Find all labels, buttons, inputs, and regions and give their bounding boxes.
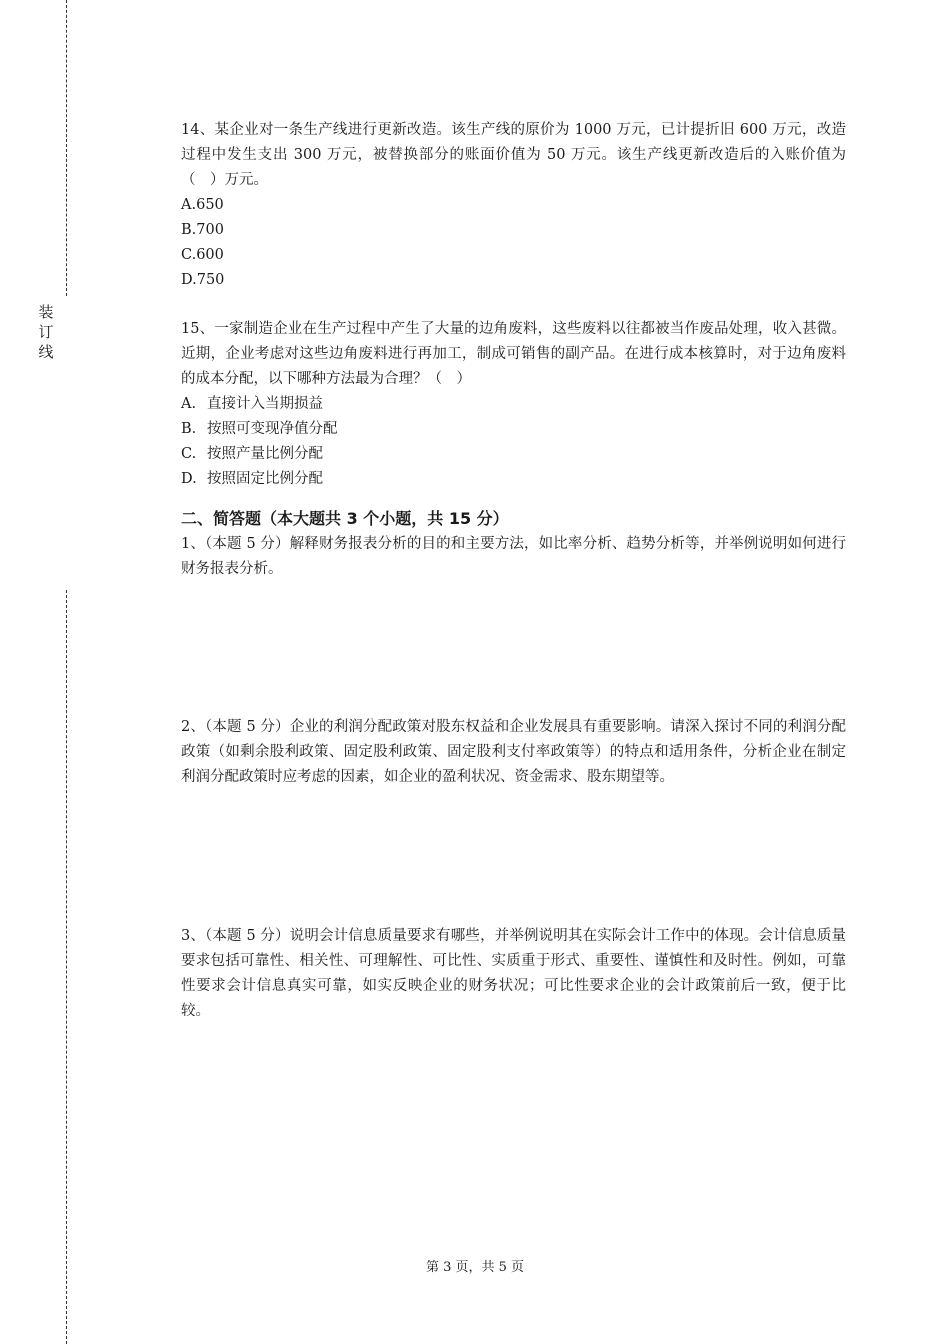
option-text: 直接计入当期损益 (207, 396, 323, 412)
answer-space (181, 582, 846, 715)
option-letter: A. (181, 197, 197, 213)
option-b (181, 218, 846, 243)
short-answer-question-2: 2、（本题 5 分）企业的利润分配政策对股东权益和企业发展具有重要影响。请深入探讨不同的利润分配政策（如剩余股利政策、固定股利政策、固定股利支付率政策等）的特点和适用条件，分析企业在制定利润分配政策时应考虑的因素，如企业的盈利状况、资金需求、股东期望等。 (181, 719, 846, 785)
option-letter: D. (181, 272, 197, 288)
option-text: 650 (196, 197, 224, 213)
binding-char: 装 (38, 303, 54, 321)
question-14 (181, 118, 846, 293)
option-d (181, 268, 846, 293)
option-list (181, 193, 846, 293)
short-answer-question-3: 3、（本题 5 分）说明会计信息质量要求有哪些，并举例说明其在实际会计工作中的体现。会计信息质量要求包括可靠性、相关性、可理解性、可比性、实质重于形式、重要性、谨慎性和及时性。例如，可靠性要求会计信息真实可靠，如实反映企业的财务状况；可比性要求企业的会计政策前后一致，便于比较。 (181, 928, 846, 1019)
option-a (181, 193, 846, 218)
option-letter: A. (181, 396, 197, 412)
option-letter: B. (181, 421, 197, 437)
question-15 (181, 317, 846, 492)
option-letter: D. (181, 471, 197, 487)
option-text: 按照产量比例分配 (207, 446, 323, 462)
question-stem: 14、某企业对一条生产线进行更新改造。该生产线的原价为 1000 万元，已计提折旧 600 万元，改造过程中发生支出 300 万元，被替换部分的账面价值为 50 万元。该生产线更新改造后的入账价值为（ ）万元。 (181, 122, 846, 188)
question-stem: 15、一家制造企业在生产过程中产生了大量的边角废料，这些废料以往都被当作废品处理，收入甚微。近期，企业考虑对这些边角废料进行再加工，制成可销售的副产品。在进行成本核算时，对于边角废料的成本分配，以下哪种方法最为合理？（ ） (181, 321, 846, 387)
option-b (181, 417, 846, 442)
answer-space (181, 790, 846, 924)
option-letter: C. (181, 247, 197, 263)
short-answer-question-1: 1、（本题 5 分）解释财务报表分析的目的和主要方法，如比率分析、趋势分析等，并举例说明如何进行财务报表分析。 (181, 536, 846, 577)
binding-dashed-line-bottom (66, 590, 67, 1344)
exam-content (181, 118, 846, 1024)
binding-char: 订 (38, 323, 54, 341)
option-text: 750 (196, 272, 225, 288)
spacer (181, 293, 846, 317)
option-text: 600 (196, 247, 224, 263)
section-title: 二、简答题（本大题共 3 个小题，共 15 分） (181, 509, 509, 528)
binding-dashed-line-top (66, 0, 67, 296)
option-d (181, 467, 846, 492)
option-text: 按照可变现净值分配 (207, 421, 338, 437)
option-text: 700 (196, 222, 224, 238)
option-letter: C. (181, 446, 197, 462)
option-a (181, 392, 846, 417)
binding-char: 线 (38, 343, 54, 361)
option-list (181, 392, 846, 492)
option-letter: B. (181, 222, 197, 238)
option-c (181, 243, 846, 268)
option-text: 按照固定比例分配 (207, 471, 323, 487)
page-footer: 第 3 页，共 5 页 (425, 1260, 525, 1275)
option-c (181, 442, 846, 467)
binding-line-label (36, 302, 56, 362)
